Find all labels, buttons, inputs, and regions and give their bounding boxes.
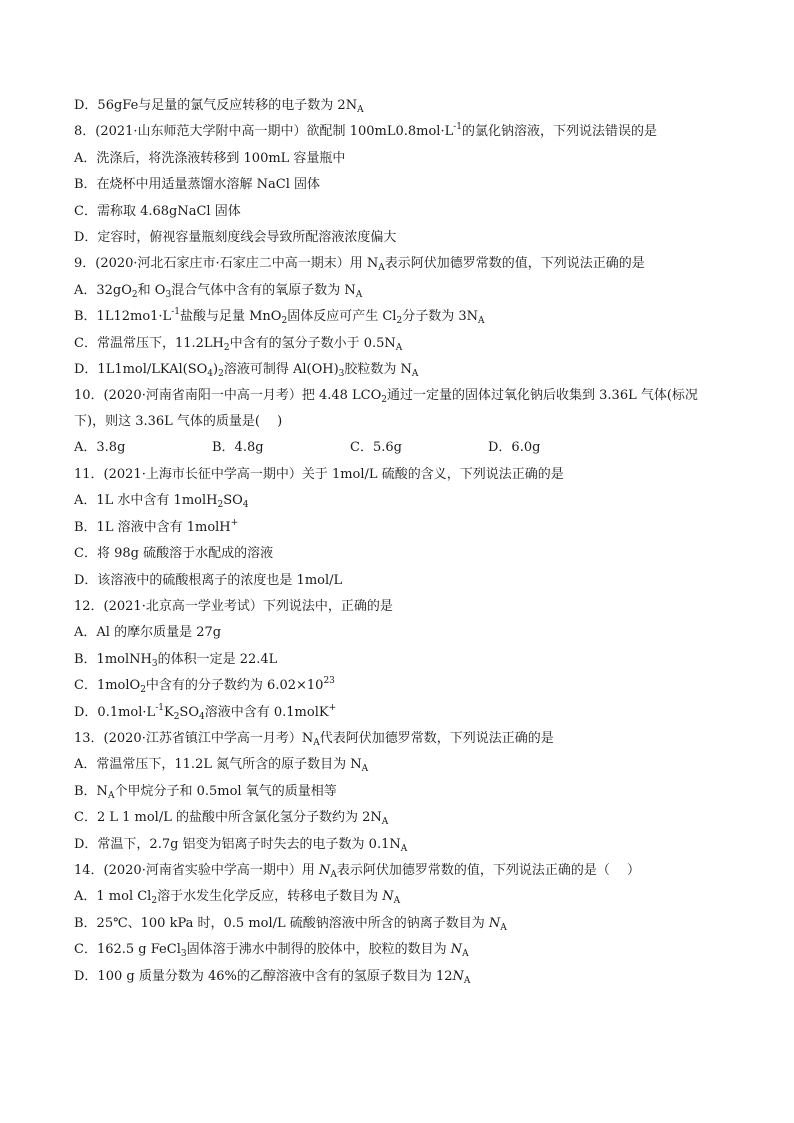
answer-option: A．1L 水中含有 $1molH_2SO_4$ — [74, 493, 249, 511]
answer-option: B．25℃、100 kPa 时，0.5 mol/L 硫酸钠溶液中所含的钠离子数目为 $N_A$ — [74, 915, 507, 933]
question-stem: 9．(2020·河北石家庄市·石家庄二中高一期末）用 $N_A$表示阿伏加德罗常数的值，下列说法正确的是 — [74, 256, 645, 274]
answer-option: B．4.8g — [212, 440, 264, 456]
answer-option: A．Al 的摩尔质量是 27g — [74, 625, 222, 641]
answer-option: D．$0.1mol\cdot L^{-1}K_2SO_4$溶液中含有 0.1molK+ — [74, 702, 337, 722]
question-stem: 8．(2021·山东师范大学附中高一期中）欲配制 $100mL0.8mol\cdot L^{-1}$的氯化钠溶液，下列说法错误的是 — [74, 122, 658, 140]
answer-option: C．常温常压下，$11.2LH_2$中含有的氢分子数小于 $0.5N_A$ — [74, 335, 403, 353]
answer-option: D．定容时，俯视容量瓶刻度线会导致所配溶液浓度偏大 — [74, 230, 397, 246]
question-stem: 14．(2020·河南省实验中学高一期中）用 $N_A$表示阿伏加德罗常数的值，下列说法正确的是（ ） — [74, 862, 640, 880]
answer-option: C．将 98g 硫酸溶于水配成的溶液 — [74, 546, 274, 562]
answer-option: A．常温常压下，11.2L 氮气所含的原子数目为 $N_A$ — [74, 757, 369, 775]
answer-option: B．1L 溶液中含有 1molH+ — [74, 517, 239, 535]
answer-option: C．162.5 g FeCl$_3$固体溶于沸水中制得的胶体中，胶粒的数目为 $N_A$ — [74, 942, 469, 960]
answer-option: C．需称取 4.68gNaCl 固体 — [74, 203, 241, 219]
answer-option: A．$32gO_2$和 $O_3$混合气体中含有的氧原子数为 $N_A$ — [74, 282, 363, 300]
answer-option: C．2 L 1 mol/L 的盐酸中所含氯化氢分子数约为 $2N_A$ — [74, 810, 389, 828]
answer-option: B．在烧杯中用适量蒸馏水溶解 NaCl 固体 — [74, 177, 321, 193]
answer-option: A．1 mol $Cl_2$溶于水发生化学反应，转移电子数目为 $N_A$ — [74, 889, 401, 907]
answer-option: D．$1L1mol/LKAl(SO_4)_2$溶液可制得 $Al(OH)_3$胶粒数为 $N_A$ — [74, 362, 419, 380]
answer-option: B．$1L12mo1\cdot L^{-1}$盐酸与足量 MnO$_2$固体反应可产生 $Cl_2$分子数为 $3N_A$ — [74, 307, 485, 327]
answer-option: A．洗涤后，将洗涤液转移到 100mL 容量瓶中 — [74, 150, 346, 166]
question-stem: 11．(2021·上海市长征中学高一期中）关于 1mol/L 硫酸的含义，下列说法正确的是 — [74, 466, 564, 482]
answer-option: C．5.6g — [350, 440, 402, 456]
answer-option: D．常温下，2.7g 铝变为铝离子时失去的电子数为 $0.1N_A$ — [74, 836, 408, 854]
answer-option: B．$N_A$个甲烷分子和 0.5mol 氧气的质量相等 — [74, 783, 337, 801]
answer-option: D．100 g 质量分数为 46%的乙醇溶液中含有的氢原子数目为 $12N_A$ — [74, 968, 471, 986]
answer-option: A．3.8g — [74, 440, 126, 456]
answer-option: D．56gFe与足量的氯气反应转移的电子数为 $2N_A$ — [74, 98, 364, 115]
answer-option: D．该溶液中的硫酸根离子的浓度也是 1mol/L — [74, 572, 343, 588]
question-stem: 12．(2021·北京高一学业考试）下列说法中，正确的是 — [74, 598, 393, 614]
answer-options-row — [74, 435, 714, 461]
question-list — [74, 93, 714, 990]
question-stem: 13．(2020·江苏省镇江中学高一月考）$N_A$代表阿伏加德罗常数，下列说法正确的是 — [74, 730, 554, 748]
question-stem: 10．(2020·河南省南阳一中高一月考）把 4.48 $LCO_2$通过一定量的固体过氧化钠后收集到 3.36L 气体(标况下)，则这 3.36L 气体的质量是( ) — [74, 388, 698, 430]
answer-option: B．1molNH$_3$的体积一定是 22.4L — [74, 651, 278, 669]
answer-option: D．6.0g — [488, 440, 541, 456]
answer-option: C．1molO$_2$中含有的分子数约为 $6.02\times 10^{23}$ — [74, 676, 335, 696]
